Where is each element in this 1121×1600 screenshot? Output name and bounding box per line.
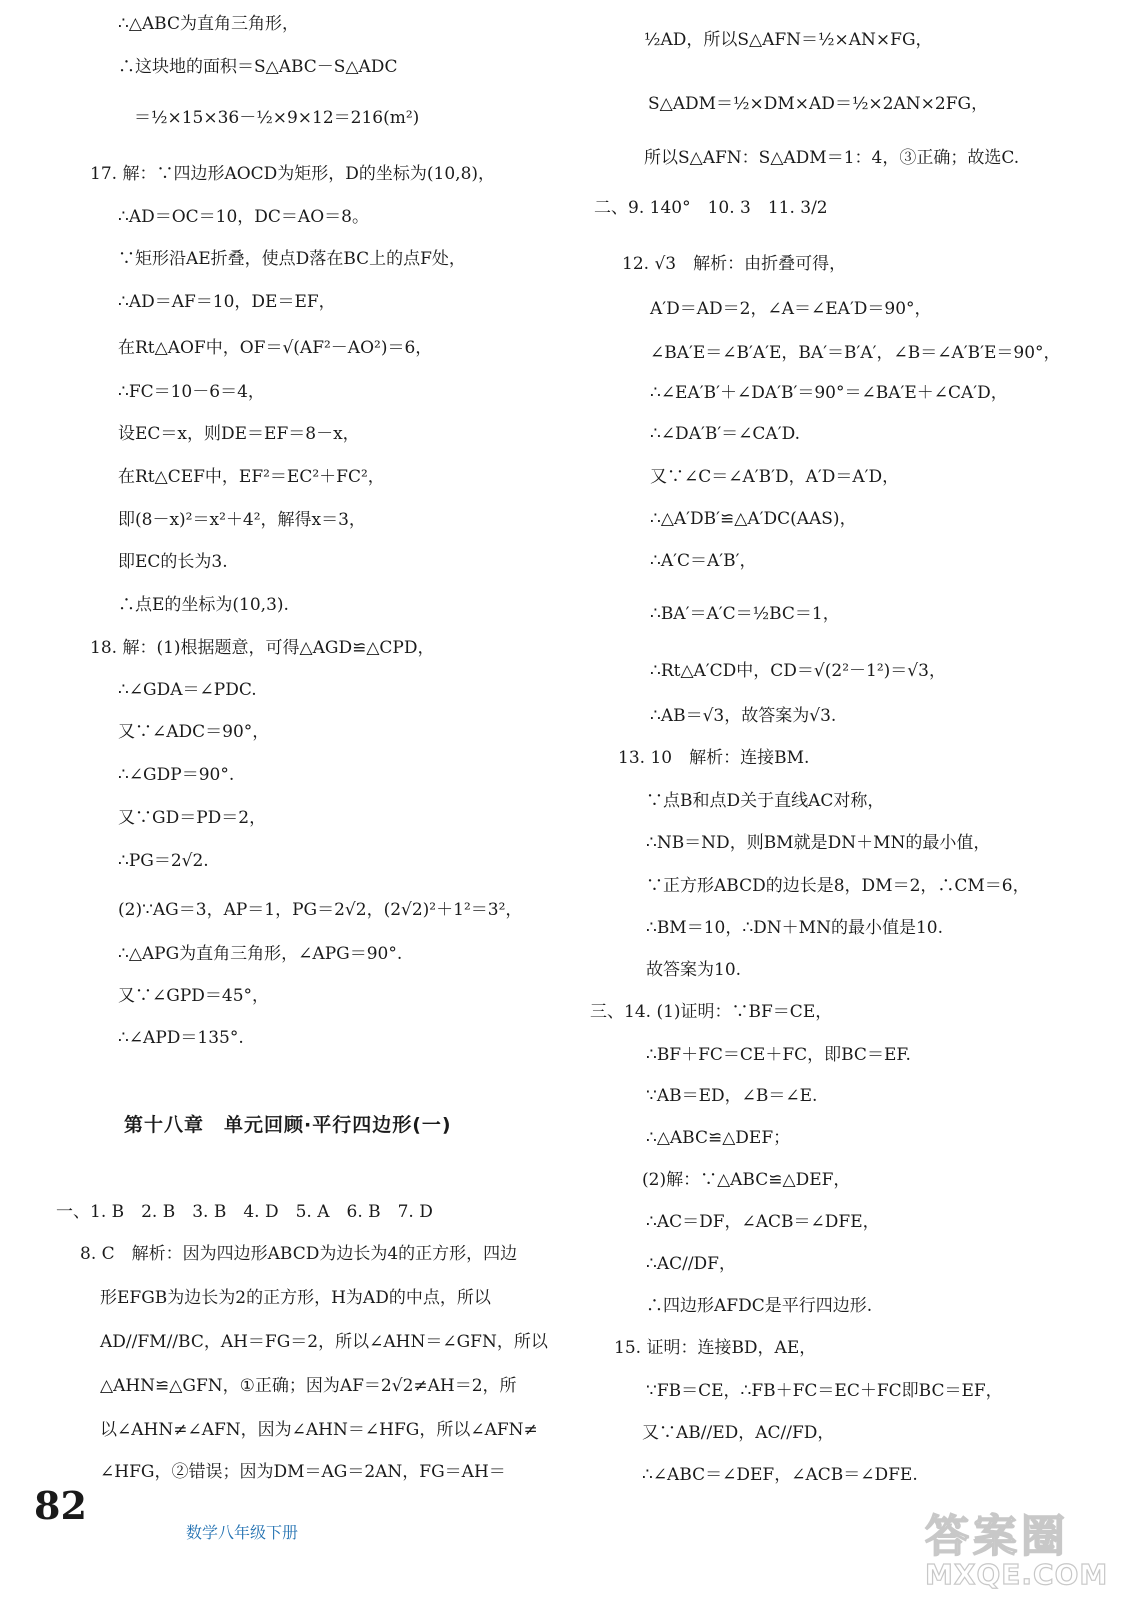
text-line: 又∵∠C＝∠A′B′D，A′D＝A′D， [650,467,900,487]
text-line: ∴FC＝10－6＝4， [118,382,265,402]
text-line: 设EC＝x，则DE＝EF＝8－x， [118,424,360,444]
text-line: 所以S△AFN：S△ADM＝1：4，③正确；故选C. [644,148,1020,168]
text-line: ∴AD＝AF＝10，DE＝EF， [118,292,336,312]
text-line: ∴PG＝2√2. [118,851,209,871]
text-line: ∴∠DA′B′＝∠CA′D. [650,424,800,444]
text-line: AD//FM//BC，AH＝FG＝2，所以∠AHN＝∠GFN，所以 [100,1332,548,1352]
text-line: △AHN≌△GFN，①正确；因为AF＝2√2≠AH＝2，所 [100,1376,517,1396]
text-line: ∴AC//DF， [646,1254,736,1274]
text-line: ∴四边形AFDC是平行四边形. [646,1296,873,1316]
text-line: S△ADM＝½×DM×AD＝½×2AN×2FG， [648,94,989,114]
text-line: 在Rt△AOF中，OF＝√(AF²－AO²)＝6， [118,338,433,358]
text-line: 又∵∠ADC＝90°， [118,722,270,742]
text-line: ∴这块地的面积＝S△ABC－S△ADC [118,57,398,77]
text-line: 二、9. 140° 10. 3 11. 3/2 [594,198,828,218]
text-line: ∴A′C＝A′B′， [650,551,757,571]
text-line: ∴BA′＝A′C＝½BC＝1， [650,604,840,624]
text-line: ∴∠ABC＝∠DEF，∠ACB＝∠DFE. [642,1465,918,1485]
text-line: 即(8－x)²＝x²＋4²，解得x＝3， [118,510,366,530]
text-line: ∠HFG，②错误；因为DM＝AG＝2AN，FG＝AH＝ [100,1462,506,1482]
text-line: 18. 解：(1)根据题意，可得△AGD≌△CPD， [90,638,435,658]
text-line: 17. 解：∵四边形AOCD为矩形，D的坐标为(10,8)， [90,164,496,184]
text-line: 又∵AB//ED，AC//FD， [642,1423,835,1443]
text-line: 15. 证明：连接BD，AE， [614,1338,817,1358]
text-line: 即EC的长为3. [118,552,228,572]
text-line: 以∠AHN≠∠AFN，因为∠AHN＝∠HFG，所以∠AFN≠ [100,1420,538,1440]
text-line: ∴∠GDP＝90°. [118,765,235,785]
text-line: ∴BF＋FC＝CE＋FC，即BC＝EF. [646,1045,911,1065]
text-line: ∵AB＝ED，∠B＝∠E. [646,1086,818,1106]
text-line: ∵FB＝CE，∴FB＋FC＝EC＋FC即BC＝EF， [646,1381,1003,1401]
text-line: ∴△APG为直角三角形，∠APG＝90°. [118,944,403,964]
text-line: 12. √3 解析：由折叠可得， [622,254,847,274]
text-line: 形EFGB为边长为2的正方形，H为AD的中点，所以 [100,1288,491,1308]
text-line: 8. C 解析：因为四边形ABCD为边长为4的正方形，四边 [80,1244,518,1264]
text-line: ∴∠EA′B′＋∠DA′B′＝90°＝∠BA′E＋∠CA′D， [650,383,1008,403]
watermark-logo: 答案圈 [925,1511,1069,1562]
text-line: ∴∠GDA＝∠PDC. [118,680,257,700]
text-line: ∴AC＝DF，∠ACB＝∠DFE， [646,1212,880,1232]
text-line: ∴AB＝√3，故答案为√3. [650,706,837,726]
text-line: 13. 10 解析：连接BM. [618,748,810,768]
text-line: ∴△ABC为直角三角形， [118,14,299,34]
text-line: ∵正方形ABCD的边长是8，DM＝2，∴CM＝6， [646,876,1030,896]
text-line: ½AD，所以S△AFN＝½×AN×FG， [644,30,933,50]
text-line: (2)解：∵△ABC≌△DEF， [642,1170,851,1190]
text-line: ∴NB＝ND，则BM就是DN＋MN的最小值， [646,833,991,853]
page-number: 82 [34,1483,87,1528]
text-line: 故答案为10. [646,960,742,980]
text-line: A′D＝AD＝2，∠A＝∠EA′D＝90°， [650,299,932,319]
text-line: ∴△A′DB′≌△A′DC(AAS)， [650,509,857,529]
text-line: ∴△ABC≌△DEF； [646,1128,791,1148]
text-line: ∴Rt△A′CD中，CD＝√(2²－1²)＝√3， [650,661,946,681]
text-line: ＝½×15×36－½×9×12＝216(m²) [134,108,420,128]
text-line: 又∵∠GPD＝45°， [118,986,270,1006]
chapter-heading: 第十八章 单元回顾·平行四边形(一) [124,1114,452,1136]
text-line: 一、1. B 2. B 3. B 4. D 5. A 6. B 7. D [56,1202,433,1222]
book-title: 数学八年级下册 [186,1523,299,1542]
watermark [925,1500,1110,1595]
text-line: ∴点E的坐标为(10,3). [118,595,289,615]
text-line: ∴∠APD＝135°. [118,1028,244,1048]
text-line: ∠BA′E＝∠B′A′E，BA′＝B′A′，∠B＝∠A′B′E＝90°， [650,343,1061,363]
text-line: 又∵GD＝PD＝2， [118,808,267,828]
text-line: ∴BM＝10，∴DN＋MN的最小值是10. [646,918,943,938]
text-line: ∵矩形沿AE折叠，使点D落在BC上的点F处， [118,249,466,269]
text-line: ∴AD＝OC＝10，DC＝AO＝8。 [118,207,369,227]
text-line: 在Rt△CEF中，EF²＝EC²＋FC²， [118,467,385,487]
text-line: (2)∵AG＝3，AP＝1，PG＝2√2，(2√2)²＋1²＝3²， [118,900,523,920]
text-line: 三、14. (1)证明：∵BF＝CE， [590,1002,833,1022]
watermark-url: MXQE.COM [925,1558,1109,1591]
text-line: ∵点B和点D关于直线AC对称， [646,791,885,811]
